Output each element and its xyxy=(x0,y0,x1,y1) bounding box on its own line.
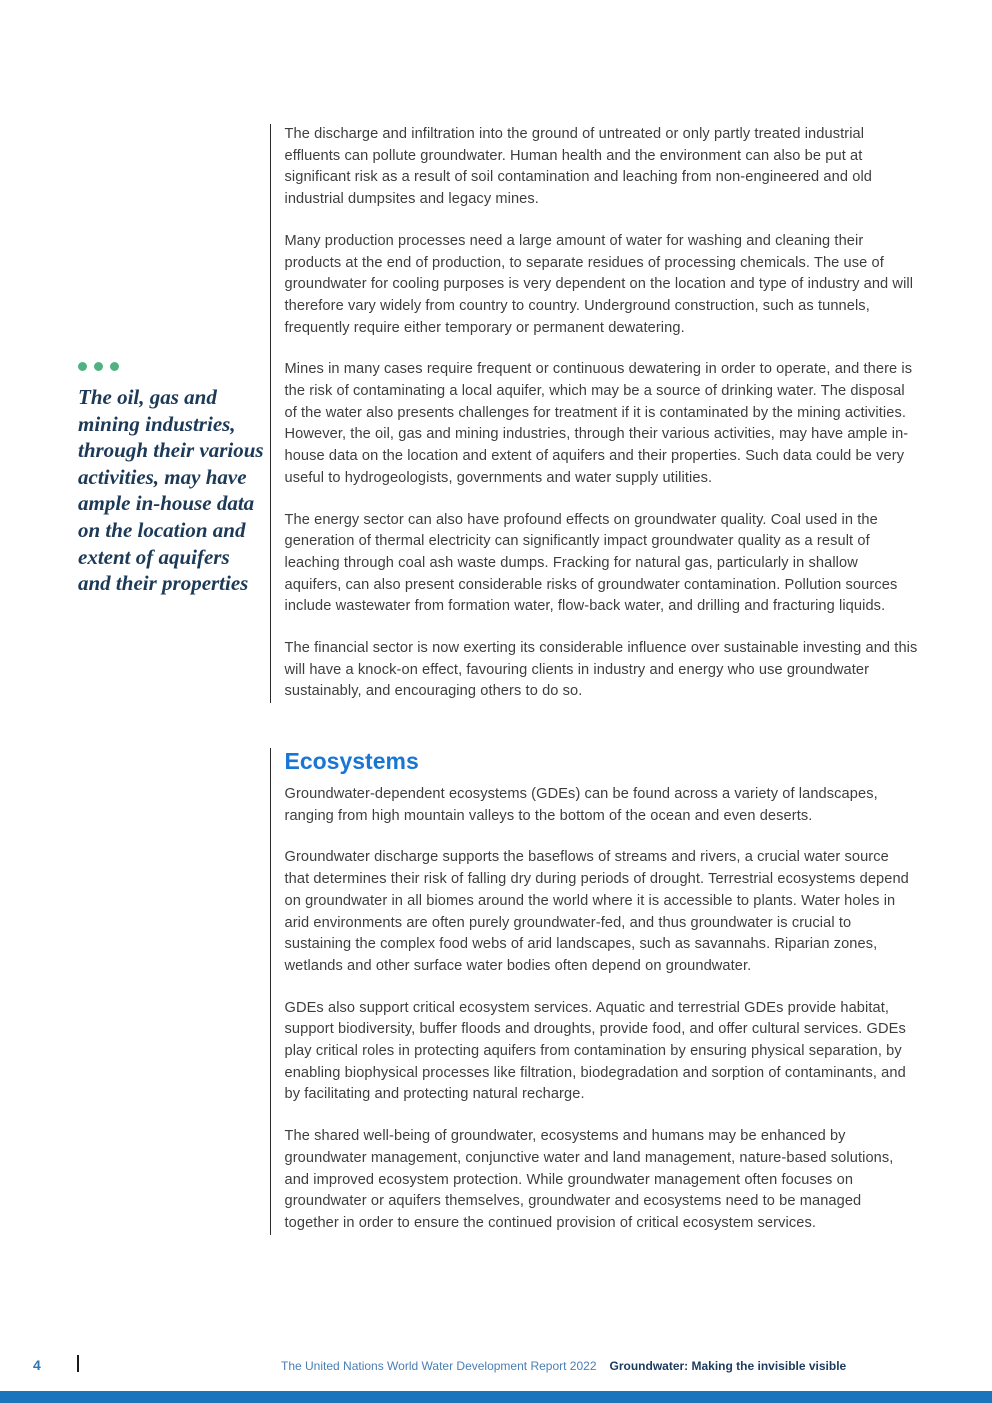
footer-titles xyxy=(281,1359,846,1373)
page-number: 4 xyxy=(33,1357,41,1373)
section-heading-ecosystems: Ecosystems xyxy=(284,748,419,774)
body-paragraph: Mines in many cases require frequent or continuous dewatering in order to operate, and there is the risk of contaminating a local aquifer, which may be a source of drinking water. The disposal of the water also presents challenges for treatment if it is contaminated by the mining activities. However, the oil, gas and mining industries, through their various activities, may have ample in-house data on the location and extent of aquifers and their properties. Such data could be very useful to hydrogeologists, governments and water supply utilities. xyxy=(284,361,913,486)
body-paragraph: The energy sector can also have profound effects on groundwater quality. Coal used in the generation of thermal electricity can significantly impact groundwater quality as a result of leaching through coal ash waste dumps. Fracking for natural gas, particularly in shallow aquifers, can also present considerable risks of groundwater contamination. Pollution sources include wastewater from formation water, flow-back water, and drilling and fracturing liquids. xyxy=(284,511,898,615)
body-paragraph: Many production processes need a large amount of water for washing and cleaning their products at the end of production, to separate residues of processing chemicals. The use of groundwater for cooling purposes is very dependent on the location and type of industry and will therefore vary widely from country to country. Underground construction, such as tunnels, frequently require either temporary or permanent dewatering. xyxy=(284,232,914,336)
body-paragraph: The shared well-being of groundwater, ecosystems and humans may be enhanced by groundwater management, conjunctive water and land management, nature-based solutions, and improved ecosystem protection. While groundwater management often focuses on groundwater or aquifers themselves, groundwater and ecosystems need to be managed together in order to ensure the continued provision of critical ecosystem services. xyxy=(284,1128,894,1231)
quote-dot-icon xyxy=(94,362,103,371)
body-paragraph: Groundwater discharge supports the baseflows of streams and rivers, a crucial water source that determines their risk of falling dry during periods of drought. Terrestrial ecosystems depend on groundwater in all biomes around the world where it is accessible to plants. Water holes in arid environments are often purely groundwater-fed, and thus groundwater is crucial to sustaining the complex food webs of arid landscapes, such as savannahs. Riparian zones, wetlands and other surface water bodies often depend on groundwater. xyxy=(284,849,909,974)
body-paragraph: Groundwater-dependent ecosystems (GDEs) can be found across a variety of landscapes, ranging from high mountain valleys to the bottom of the ocean and even deserts. xyxy=(284,786,878,824)
pull-quote-text: The oil, gas and mining industries, through their various activities, may have ample in-house data on the location and extent of aquifers and their properties xyxy=(78,385,264,596)
pull-quote xyxy=(78,362,264,597)
body-paragraph: The financial sector is now exerting its considerable influence over sustainable investing and this will have a knock-on effect, favouring clients in industry and energy who use groundwater sustainably, and encouraging others to do so. xyxy=(284,640,918,700)
quote-dot-icon xyxy=(78,362,87,371)
footer-accent-bar xyxy=(0,1391,992,1403)
quote-dot-icon xyxy=(110,362,119,371)
footer-book-title: Groundwater: Making the invisible visible xyxy=(609,1359,847,1373)
quote-accent-dots xyxy=(78,362,264,371)
body-paragraph: The discharge and infiltration into the ground of untreated or only partly treated industrial effluents can pollute groundwater. Human health and the environment can also be put at significant risk as a result of soil contamination and leaching from non-engineered and old industrial dumpsites and legacy mines. xyxy=(284,126,873,208)
footer-report-title: The United Nations World Water Development Report 2022 xyxy=(281,1359,597,1373)
section-ecosystems xyxy=(270,748,918,1235)
section-industry-and-finance xyxy=(270,124,918,703)
body-paragraph: GDEs also support critical ecosystem services. Aquatic and terrestrial GDEs provide habitat, support biodiversity, buffer floods and droughts, provide food, and offer cultural services. GDEs play critical roles in protecting aquifers from contamination by ensuring physical separation, by enabling biophysical processes like filtration, biodegradation and sorption of contaminants, and by facilitating and protecting natural recharge. xyxy=(284,999,906,1103)
footer-divider xyxy=(77,1355,79,1372)
page-footer xyxy=(0,1352,992,1384)
